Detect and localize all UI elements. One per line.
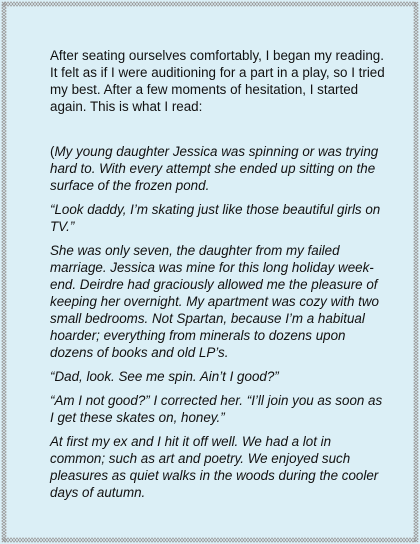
story-paragraph-6: At first my ex and I hit it off well. We had a lot in common; such as art and poetry. We enjoyed such pleasures as quiet walks in the woods during the cooler days of autumn. [50,434,379,500]
story-paragraph-4: “Dad, look. See me spin. Ain’t I good?” [50,369,279,384]
story-paragraph-3: She was only seven, the daughter from my failed marriage. Jessica was mine for this long holiday week-end. Deirdre had graciously allowed me the pleasure of keeping her overnight. My apartment was cozy with two small bedrooms. Not Spartan, because I’m a habitual hoarder; everything from minerals to dozens upon dozens of books and old LP’s. [50,243,379,360]
document-body [50,47,385,508]
story-paragraph-5: “Am I not good?” I corrected her. “I’ll join you as soon as I get these skates on, honey.” [50,393,383,425]
intro-paragraph: After seating ourselves comfortably, I began my reading. It felt as if I were auditioning for a part in a play, so I tried my best. After a few moments of hesitation, I started again. This is what I read: [50,48,385,114]
paragraph-gap [50,115,385,143]
story-paragraph-2: “Look daddy, I’m skating just like those beautiful girls on TV.” [50,202,381,234]
story-paragraph-1-text: My young daughter Jessica was spinning or was trying hard to. With every attempt she ended up sitting on the surface of the frozen pond. [50,144,379,193]
story-excerpt [50,143,385,501]
opening-parenthesis: ( [50,144,55,159]
story-paragraph-1 [50,143,385,194]
